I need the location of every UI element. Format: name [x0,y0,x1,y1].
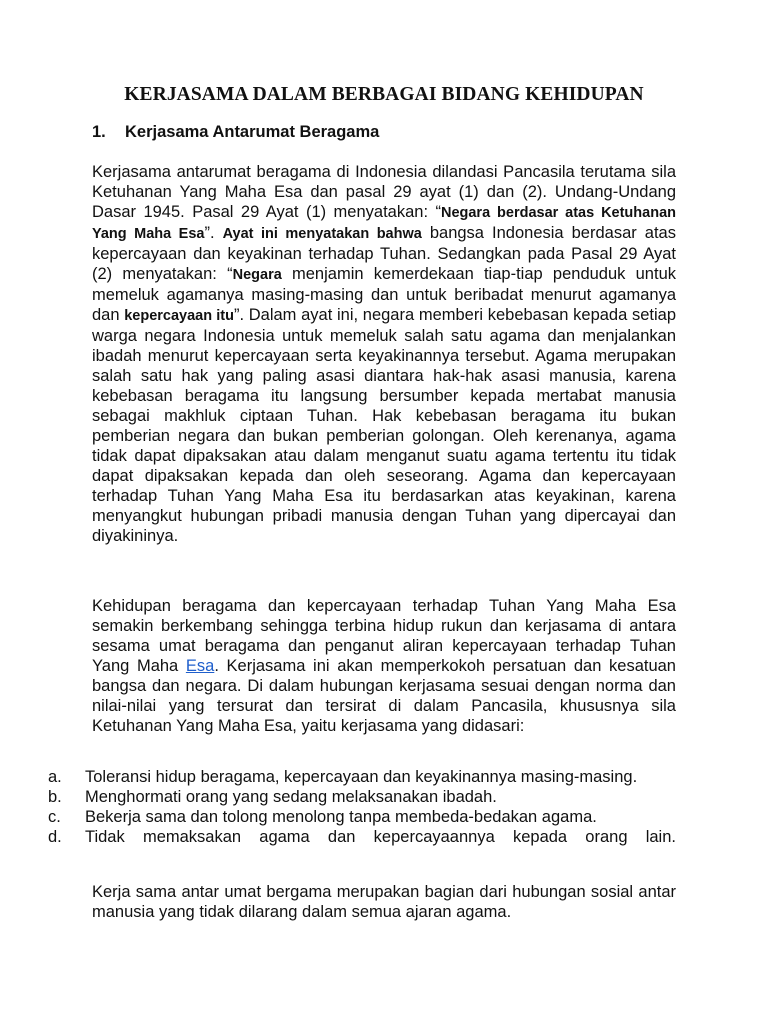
paragraph-text: Kehidupan beragama dan kepercayaan terhadap Tuhan Yang Maha Esa semakin berkembang sehingga terbina hidup rukun dan kerjasama di antara sesama umat beragama dan penganut aliran kepercayaan terhadap Tuhan Yang Maha [92,597,676,675]
quote-text: Ayat ini menyatakan bahwa [222,226,422,242]
list-item-text: Menghormati orang yang sedang melaksanakan ibadah. [85,788,497,806]
paragraph-text: . Kerjasama ini akan memperkokoh persatuan dan kesatuan bangsa dan negara. Di dalam hubungan kerjasama sesuai dengan norma dan nilai-nilai yang tersurat dan tersirat di dalam Pancasila, khususnya sila Ketuhanan Yang Maha Esa, yaitu kerjasama yang didasari: [92,657,676,735]
quote-text: Negara berdasar atas Ketuhanan Yang Maha Esa [92,205,676,242]
list-marker: a. [48,768,62,786]
paragraph-2 [92,596,676,736]
paragraph-text: ”. [204,224,223,242]
quote-text: kepercayaan itu [124,308,234,324]
list-item-text: Tidak memaksakan agama dan kepercayaannya kepada orang lain. [85,828,676,846]
list-item [48,807,676,827]
paragraph-1 [92,162,676,546]
document-title: KERJASAMA DALAM BERBAGAI BIDANG KEHIDUPAN [124,84,644,105]
quote-text: Negara [232,267,282,283]
section-title: Kerjasama Antarumat Beragama [125,123,380,141]
list-item [48,827,676,847]
section-number: 1. [92,123,106,141]
list-item-text: Bekerja sama dan tolong menolong tanpa membeda-bedakan agama. [85,808,597,826]
paragraph-text: bangsa Indonesia berdasar atas kepercayaan dan keyakinan terhadap Tuhan. Sedangkan pada Pasal 29 Ayat (2) menyatakan: “ [92,224,676,283]
list-item [48,767,676,787]
paragraph-text: Kerjasama antarumat beragama di Indonesia dilandasi Pancasila terutama sila Ketuhanan Yang Maha Esa dan pasal 29 ayat (1) dan (2). Undang-Undang Dasar 1945. Pasal 29 Ayat (1) menyatakan: “ [92,163,676,221]
paragraph-text: ”. Dalam ayat ini, negara memberi kebebasan kepada setiap warga negara Indonesia untuk memeluk salah satu agama dan menjalankan ibadah menurut kepercayaan serta keyakinannya tersebut. Agama merupakan salah satu hak yang paling asasi diantara hak-hak asasi manusia, karena kebebasan beragama itu langsung bersumber kepada mertabat manusia sebagai makhluk ciptaan Tuhan. Hak kebebasan beragama itu bukan pemberian negara dan bukan pemberian golongan. Oleh kerenanya, agama tidak dapat dipaksakan atau dalam menganut suatu agama tertentu itu tidak dapat dipaksakan kepada dan oleh seseorang. Agama dan kepercayaan terhadap Tuhan Yang Maha Esa itu berdasarkan atas keyakinan, karena menyangkut hubungan pribadi manusia dengan Tuhan yang dipercayai dan diyakininya. [92,306,676,545]
list-item-text: Toleransi hidup beragama, kepercayaan dan keyakinannya masing-masing. [85,768,638,786]
list-marker: b. [48,788,62,806]
list-item [48,787,676,807]
list-marker: c. [48,808,61,826]
section-heading [92,123,379,142]
list-marker: d. [48,828,62,846]
paragraph-3: Kerja sama antar umat bergama merupakan bagian dari hubungan sosial antar manusia yang tidak dilarang dalam semua ajaran agama. [92,883,676,921]
paragraph-text: menjamin kemerdekaan tiap-tiap penduduk untuk memeluk agamanya masing-masing dan untuk beribadat menurut agamanya dan [92,265,676,324]
esa-link[interactable]: Esa [185,657,215,675]
principles-list [48,767,676,847]
